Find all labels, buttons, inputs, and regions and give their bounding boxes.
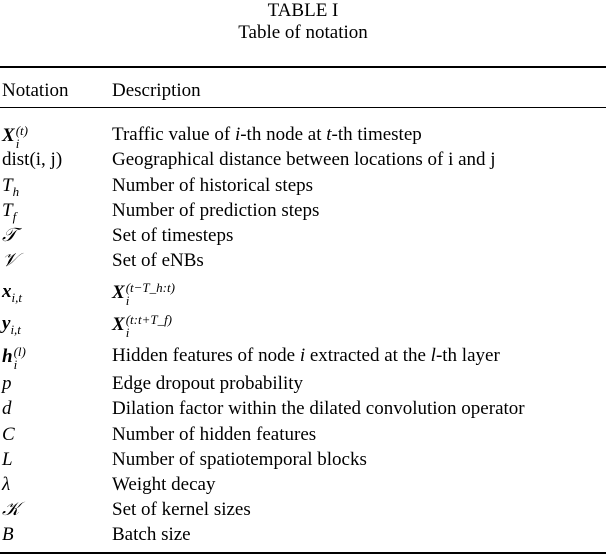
- symbol-base: T: [2, 175, 13, 196]
- symbol-base: y: [2, 313, 11, 334]
- description-text: Dilation factor within the dilated convolution operator: [112, 398, 525, 419]
- math-symbol: [2, 123, 28, 151]
- math-symbol: [2, 281, 22, 305]
- header-notation: Notation: [2, 80, 69, 101]
- subscript: f: [12, 208, 17, 224]
- description-cell: [112, 449, 367, 471]
- symbol-base: B: [2, 524, 14, 545]
- symbol-base: X: [112, 314, 125, 336]
- description-text: Set of kernel sizes: [112, 499, 251, 520]
- notation-cell: [2, 345, 26, 371]
- math-symbol: [2, 524, 14, 545]
- math-symbol: [112, 312, 173, 340]
- notation-cell: [2, 281, 22, 303]
- description-cell: [112, 124, 422, 146]
- header-description: Description: [112, 80, 201, 101]
- superscript: (t:t+T_f): [125, 312, 173, 327]
- symbol-base: X: [112, 282, 125, 304]
- description-cell: [112, 499, 251, 521]
- description-cell: [112, 149, 496, 171]
- math-symbol: [2, 424, 15, 445]
- description-cell: [112, 225, 233, 247]
- table-title: Table of notation: [238, 22, 368, 43]
- math-symbol: [112, 280, 175, 308]
- symbol-base: X: [2, 125, 15, 147]
- description-text: Batch size: [112, 524, 191, 545]
- description-cell: [112, 250, 204, 272]
- superscript: (l): [13, 344, 26, 359]
- symbol-base: h: [2, 346, 13, 368]
- description-text: extracted at the: [305, 345, 431, 366]
- table-label: TABLE I: [267, 0, 339, 21]
- math-symbol: [2, 499, 20, 520]
- variable: i: [299, 345, 306, 366]
- notation-cell: [2, 373, 12, 395]
- description-cell: [112, 398, 525, 420]
- math-symbol: [2, 398, 12, 419]
- description-cell: [112, 175, 313, 197]
- description-text: -th node at: [240, 124, 327, 145]
- notation-cell: [2, 474, 10, 496]
- sub-sup-stack: [126, 313, 172, 339]
- notation-cell: [2, 313, 21, 335]
- notation-cell: [2, 200, 16, 222]
- description-text: Number of hidden features: [112, 424, 317, 445]
- subscript: i: [15, 136, 20, 151]
- notation-cell: [2, 149, 62, 171]
- subscript: i: [125, 293, 130, 308]
- description-text: Traffic value of: [112, 124, 235, 145]
- math-symbol: [2, 200, 17, 224]
- description-cell: [112, 345, 500, 367]
- math-symbol: dist(i, j): [2, 149, 63, 170]
- math-symbol: [2, 373, 12, 394]
- description-text: Geographical distance between locations of i and j: [112, 149, 496, 170]
- symbol-base: 𝒦: [2, 499, 20, 520]
- bottom-rule: [0, 552, 606, 554]
- sub-sup-stack: [126, 281, 175, 307]
- description-cell: [112, 424, 316, 446]
- notation-cell: [2, 175, 19, 197]
- subscript: i: [125, 325, 130, 340]
- top-rule: [0, 66, 606, 68]
- symbol-base: 𝒱: [2, 250, 18, 271]
- notation-cell: [2, 225, 17, 247]
- description-cell: [112, 373, 303, 395]
- notation-cell: [2, 124, 28, 150]
- description-cell: [112, 313, 172, 339]
- math-symbol: [2, 474, 10, 495]
- symbol-base: λ: [2, 474, 11, 495]
- notation-cell: [2, 250, 18, 272]
- symbol-base: T: [2, 200, 13, 221]
- superscript: (t−T_h:t): [125, 280, 175, 295]
- notation-cell: [2, 398, 12, 420]
- description-text: Edge dropout probability: [112, 373, 304, 394]
- sub-sup-stack: [16, 124, 28, 150]
- math-symbol: [2, 344, 26, 372]
- header-rule: [0, 107, 606, 108]
- math-symbol: [2, 313, 21, 337]
- symbol-base: 𝒯: [2, 225, 17, 246]
- variable: i: [234, 124, 241, 145]
- notation-cell: [2, 449, 13, 471]
- description-text: Weight decay: [112, 474, 216, 495]
- variable: l: [430, 345, 436, 366]
- symbol-base: p: [2, 373, 12, 394]
- subscript: h: [12, 183, 20, 199]
- notation-cell: [2, 524, 14, 546]
- subscript: i: [13, 357, 18, 372]
- description-text: Set of timesteps: [112, 225, 234, 246]
- description-text: Number of historical steps: [112, 175, 314, 196]
- description-cell: [112, 474, 215, 496]
- notation-cell: [2, 499, 20, 521]
- math-symbol: [2, 225, 17, 246]
- description-cell: [112, 524, 191, 546]
- math-symbol: [2, 250, 18, 271]
- symbol-base: d: [2, 398, 12, 419]
- description-text: -th layer: [435, 345, 500, 366]
- symbol-base: x: [2, 281, 12, 302]
- description-text: Number of prediction steps: [112, 200, 320, 221]
- subscript: i,t: [11, 289, 22, 305]
- description-text: Number of spatiotemporal blocks: [112, 449, 367, 470]
- math-symbol: [2, 175, 20, 199]
- superscript: (t): [15, 123, 28, 138]
- math-symbol: [2, 449, 13, 470]
- description-cell: [112, 200, 319, 222]
- notation-cell: [2, 424, 15, 446]
- symbol-base: L: [2, 449, 13, 470]
- description-text: Set of eNBs: [112, 250, 204, 271]
- subscript: i,t: [10, 321, 21, 337]
- variable: t: [326, 124, 332, 145]
- description-cell: [112, 281, 175, 307]
- sub-sup-stack: [14, 345, 26, 371]
- description-text: Hidden features of node: [112, 345, 300, 366]
- description-text: -th timestep: [331, 124, 422, 145]
- symbol-base: C: [2, 424, 15, 445]
